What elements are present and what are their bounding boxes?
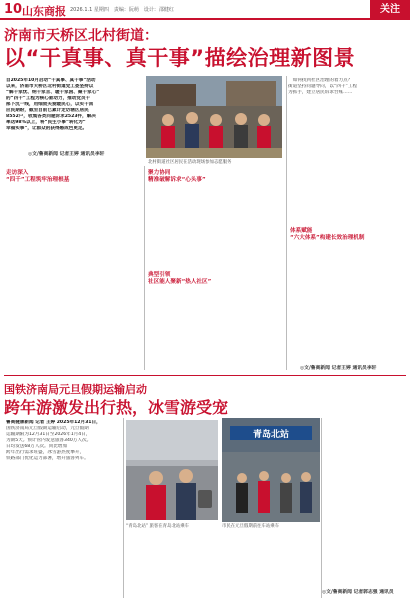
subhead-visit [6, 170, 142, 184]
intro-line: 为期5天。预计管内发送旅客340万人次。 [6, 438, 92, 443]
intro-line: “解千家忧、纳千家言、暖千家困、聚千家心” [6, 90, 100, 95]
story1-photo [146, 76, 282, 158]
subhead-label: “六大体系”构建长效治理机制 [290, 235, 365, 241]
story2-byline: ◎文/鲁商新闻 记者郭志强 通讯员 [322, 590, 394, 595]
subhead-model [148, 272, 284, 286]
subhead-label: 社区能人聚新“热人社区” [148, 279, 212, 285]
intro-line: 日均发送68万人次。同比增加 [6, 444, 67, 449]
intro-line: 幸福实事”，让群众的获得感成色更足。 [6, 126, 88, 131]
story2-photo-2 [222, 418, 320, 522]
subhead-system [290, 228, 406, 242]
column-rule [286, 76, 287, 370]
story1-byline-2: ◎文/鲁商新闻 记者王婷 通讯员李轩 [300, 366, 377, 371]
body-line: 为抓手，建立居民诉求台账…… [288, 90, 353, 95]
story2-col2-body [126, 534, 218, 598]
story1-byline: ◎文/鲁商新闻 记者王婷 通讯员李轩 [28, 152, 105, 157]
story2-col3-body [222, 534, 320, 598]
column-rule [123, 418, 124, 598]
story2-photo-2-caption: 市民在元旦假期前往车站乘车 [222, 524, 280, 529]
section-divider [4, 375, 406, 376]
story2-col4-body [324, 420, 406, 586]
intro-line: 率达98%以上，将“民生小事”转化为“ [6, 120, 86, 125]
story2-photo-1-caption: “青岛北站” 旅客在青岛北站乘车 [126, 524, 190, 529]
issue-info: 2026.1.1 星期四 责编：阮萌 设计：邵健红 [70, 7, 174, 13]
story2-kicker: 国铁济南局元旦假期运输启动 [4, 383, 147, 396]
intro-line: 运输期限为12月31日至2026年1月4日， [6, 432, 91, 437]
story1-col2-body [148, 186, 284, 270]
story2-intro [6, 420, 122, 598]
story1-col1-body [6, 186, 142, 366]
story1-intro [6, 78, 142, 144]
intro-line: 以来，济南市天桥区北村街道党工委坚持以 [6, 84, 94, 89]
page-number: 10 [4, 2, 23, 17]
intro-line: 应民期盼，截至目前已累计走访辖区居民 [6, 108, 89, 113]
story1-right-column [288, 78, 406, 228]
masthead [0, 0, 410, 20]
story1-headline: 以“干真事、真干事”描绘治理新图景 [4, 46, 356, 70]
paper-name: 山东商报 [22, 5, 66, 18]
intro-line: 铁路部门优化运力部署，增开旅客列车。 [6, 456, 89, 461]
subhead-label: 聚力协同 [148, 170, 171, 176]
subhead-label: 走访深入 [6, 170, 29, 176]
intro-line: 跨年出行需求旺盛，冰雪游热度攀升， [6, 450, 85, 455]
intro-line: 的“四千”工程为核心驱动力，推动党员干 [6, 96, 91, 101]
story1-col3-body [148, 288, 284, 368]
story1-right-column-2 [288, 244, 406, 362]
body-line: 街道坚持问题导向，以“四千”工程 [288, 84, 358, 89]
story1-kicker: 济南市天桥区北村街道： [4, 28, 158, 44]
column-rule [144, 166, 145, 370]
intro-line: 部下沉一线，用细致关爱暖民心，以实干回 [6, 102, 94, 107]
subhead-label: 精准破解诉求“心头事” [148, 177, 206, 183]
story1-photo-caption: 北村街道社区居民在活动现场参加志愿服务 [148, 160, 232, 165]
section-tag: 关注 [370, 0, 410, 20]
station-sign: 青岛北站 [252, 430, 290, 440]
body-line: 如何找到社区治理的着力点？ [288, 78, 353, 83]
intro-line: 国铁济南局元旦假期运输启动，元旦假期 [6, 426, 89, 431]
intro-line: 自2025年10月启动“干真事、真干事”活动 [6, 78, 96, 83]
story2-photo-1 [126, 420, 218, 520]
column-rule [321, 418, 322, 598]
subhead-label: 典型引领 [148, 272, 171, 278]
subhead-label: 体系赋能 [290, 228, 313, 234]
subhead-label: “四千”工程筑牢治理根基 [6, 177, 70, 183]
subhead-synergy [148, 170, 284, 184]
story2-headline: 跨年游激发出行热，冰雪游受宠 [4, 398, 229, 417]
intro-line: 鲁商健康新闻 记者 王婷 2025年12月31日， [6, 420, 101, 425]
intro-line: 8552户，收集各类问题诉求2523件，解决 [6, 114, 96, 119]
